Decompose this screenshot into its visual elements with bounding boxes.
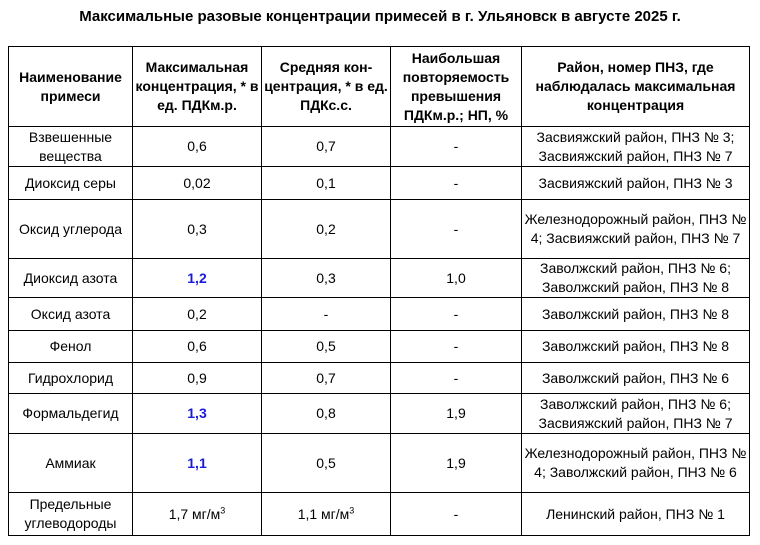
- avg-concentration: 0,3: [262, 259, 391, 298]
- exceedance: 1,0: [391, 259, 522, 298]
- district: Железнодорожный район, ПНЗ № 4; Засвияжский район, ПНЗ № 7: [522, 200, 750, 259]
- exceedance: -: [391, 363, 522, 394]
- page-title: Максимальные разовые концентрации примесей в г. Ульяновск в августе 2025 г.: [79, 8, 681, 25]
- avg-concentration: 0,7: [262, 127, 391, 167]
- max-concentration: 1,3: [133, 394, 262, 434]
- header-exceedance: Наибольшая повторяемость превышения ПДКм.р.; НП, %: [391, 47, 522, 127]
- avg-concentration: 0,7: [262, 363, 391, 394]
- substance-name: Гидрохлорид: [9, 363, 133, 394]
- table-row: [9, 493, 750, 536]
- table-row: [9, 394, 750, 434]
- table-row: [9, 298, 750, 331]
- exceedance: -: [391, 331, 522, 363]
- header-avg-concentration: Средняя кон-центрация, * в ед. ПДКс.с.: [262, 47, 391, 127]
- district: Заволжский район, ПНЗ № 8: [522, 331, 750, 363]
- substance-name: Фенол: [9, 331, 133, 363]
- avg-concentration: 0,5: [262, 434, 391, 493]
- header-max-concentration: Максимальная концентрация, * в ед. ПДКм.р.: [133, 47, 262, 127]
- avg-value: 1,1 мг/м: [297, 505, 350, 522]
- table-row: [9, 259, 750, 298]
- district: Ленинский район, ПНЗ № 1: [522, 493, 750, 536]
- exceedance: -: [391, 493, 522, 536]
- district: Заволжский район, ПНЗ № 6: [522, 363, 750, 394]
- table-row: [9, 200, 750, 259]
- district: Заволжский район, ПНЗ № 6; Засвияжский район, ПНЗ № 7: [522, 394, 750, 434]
- max-value: 1,7 мг/м: [168, 505, 221, 522]
- exceedance: 1,9: [391, 434, 522, 493]
- avg-concentration: 0,8: [262, 394, 391, 434]
- max-concentration: 0,3: [133, 200, 262, 259]
- max-concentration: 1,2: [133, 259, 262, 298]
- table-row: [9, 434, 750, 493]
- table-row: [9, 167, 750, 200]
- avg-concentration: 0,2: [262, 200, 391, 259]
- district: Заволжский район, ПНЗ № 6; Заволжский район, ПНЗ № 8: [522, 259, 750, 298]
- avg-concentration: -: [262, 298, 391, 331]
- max-concentration: 0,02: [133, 167, 262, 200]
- table-row: [9, 363, 750, 394]
- max-concentration: 0,9: [133, 363, 262, 394]
- substance-name: Диоксид азота: [9, 259, 133, 298]
- max-concentration: 0,2: [133, 298, 262, 331]
- avg-concentration: [262, 493, 391, 536]
- district: Засвияжский район, ПНЗ № 3; Засвияжский район, ПНЗ № 7: [522, 127, 750, 167]
- substance-name: Оксид углерода: [9, 200, 133, 259]
- max-concentration: [133, 493, 262, 536]
- avg-concentration: 0,5: [262, 331, 391, 363]
- max-concentration: 0,6: [133, 127, 262, 167]
- substance-name: Формальдегид: [9, 394, 133, 434]
- district: Засвияжский район, ПНЗ № 3: [522, 167, 750, 200]
- exceedance: 1,9: [391, 394, 522, 434]
- substance-name: Аммиак: [9, 434, 133, 493]
- max-concentration: 0,6: [133, 331, 262, 363]
- concentration-table: [8, 46, 750, 536]
- max-concentration: 1,1: [133, 434, 262, 493]
- exceedance: -: [391, 127, 522, 167]
- header-substance: Наименование примеси: [9, 47, 133, 127]
- substance-name: Оксид азота: [9, 298, 133, 331]
- avg-concentration: 0,1: [262, 167, 391, 200]
- substance-name: Предельные углеводороды: [9, 493, 133, 536]
- unit-superscript: 3: [349, 504, 355, 515]
- substance-name: Диоксид серы: [9, 167, 133, 200]
- exceedance: -: [391, 167, 522, 200]
- table-row: [9, 127, 750, 167]
- header-district: Район, номер ПНЗ, где наблюдалась максимальная концентрация: [522, 47, 750, 127]
- district: Заволжский район, ПНЗ № 8: [522, 298, 750, 331]
- unit-superscript: 3: [220, 504, 226, 515]
- exceedance: -: [391, 298, 522, 331]
- exceedance: -: [391, 200, 522, 259]
- district: Железнодорожный район, ПНЗ № 4; Заволжский район, ПНЗ № 6: [522, 434, 750, 493]
- substance-name: Взвешенные вещества: [9, 127, 133, 167]
- table-row: [9, 331, 750, 363]
